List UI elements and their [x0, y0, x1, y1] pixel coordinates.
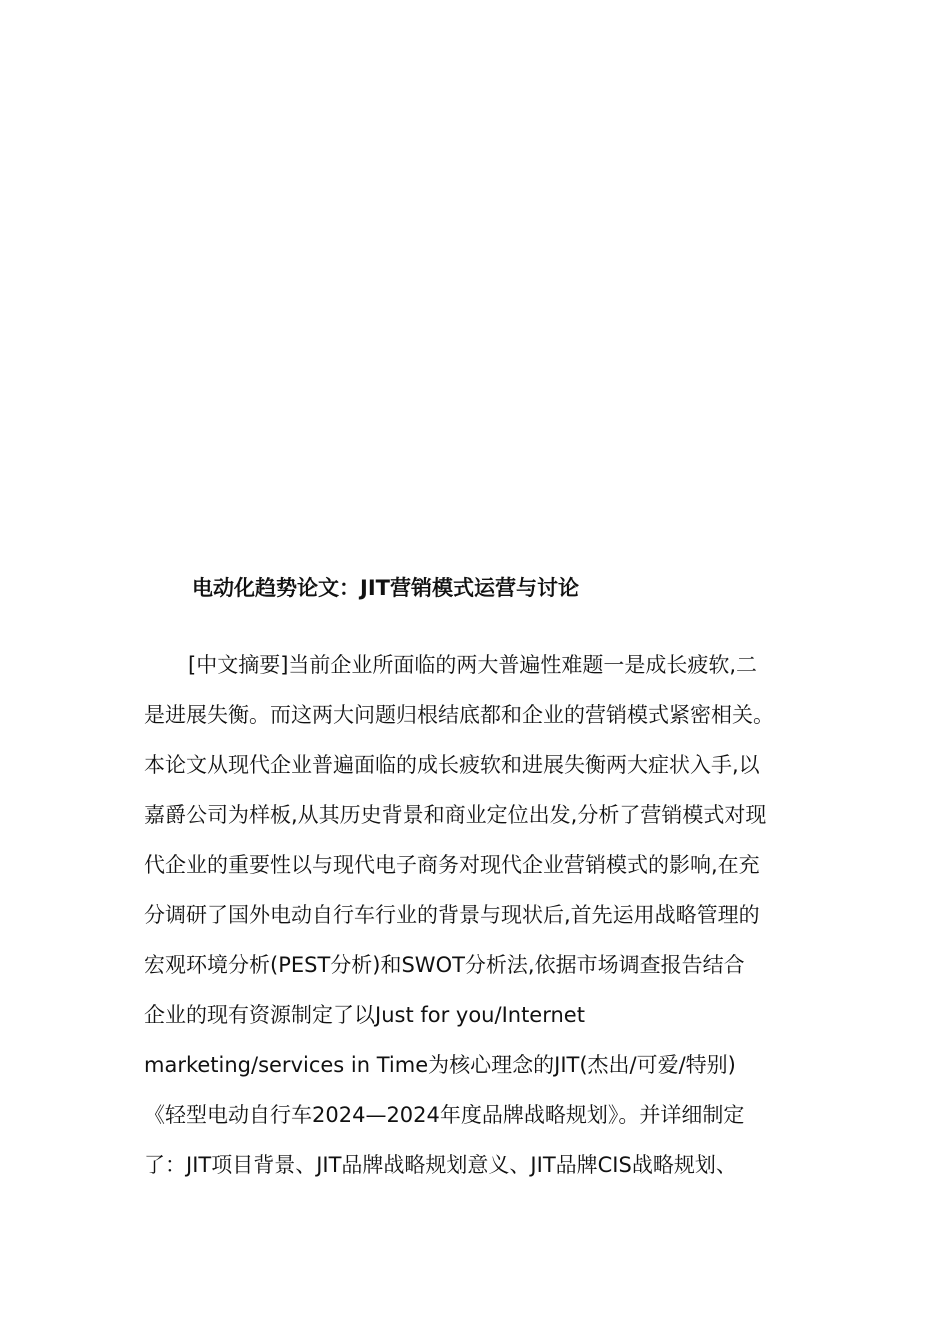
abstract-paragraph: [144, 640, 814, 1190]
abstract-line: marketing/services in Time为核心理念的JIT(杰出/可爱/特别): [144, 1053, 736, 1077]
abstract-line: 《轻型电动自行车2024—2024年度品牌战略规划》。并详细制定: [144, 1103, 745, 1127]
abstract-line: 是进展失衡。而这两大问题归根结底都和企业的营销模式紧密相关。: [144, 703, 774, 727]
abstract-line: 嘉爵公司为样板,从其历史背景和商业定位出发,分析了营销模式对现: [144, 803, 767, 827]
abstract-line: 了：JIT项目背景、JIT品牌战略规划意义、JIT品牌CIS战略规划、: [144, 1153, 737, 1177]
abstract-line: 代企业的重要性以与现代电子商务对现代企业营销模式的影响,在充: [144, 853, 760, 877]
abstract-line: 本论文从现代企业普遍面临的成长疲软和进展失衡两大症状入手,以: [144, 753, 760, 777]
abstract-line: [中文摘要]当前企业所面临的两大普遍性难题一是成长疲软,二: [188, 653, 758, 677]
abstract-line: 分调研了国外电动自行车行业的背景与现状后,首先运用战略管理的: [144, 903, 760, 927]
abstract-line: 企业的现有资源制定了以Just for you/Internet: [144, 1003, 585, 1027]
abstract-line: 宏观环境分析(PEST分析)和SWOT分析法,依据市场调查报告结合: [144, 953, 745, 977]
document-title: 电动化趋势论文：JIT营销模式运营与讨论: [192, 576, 579, 600]
